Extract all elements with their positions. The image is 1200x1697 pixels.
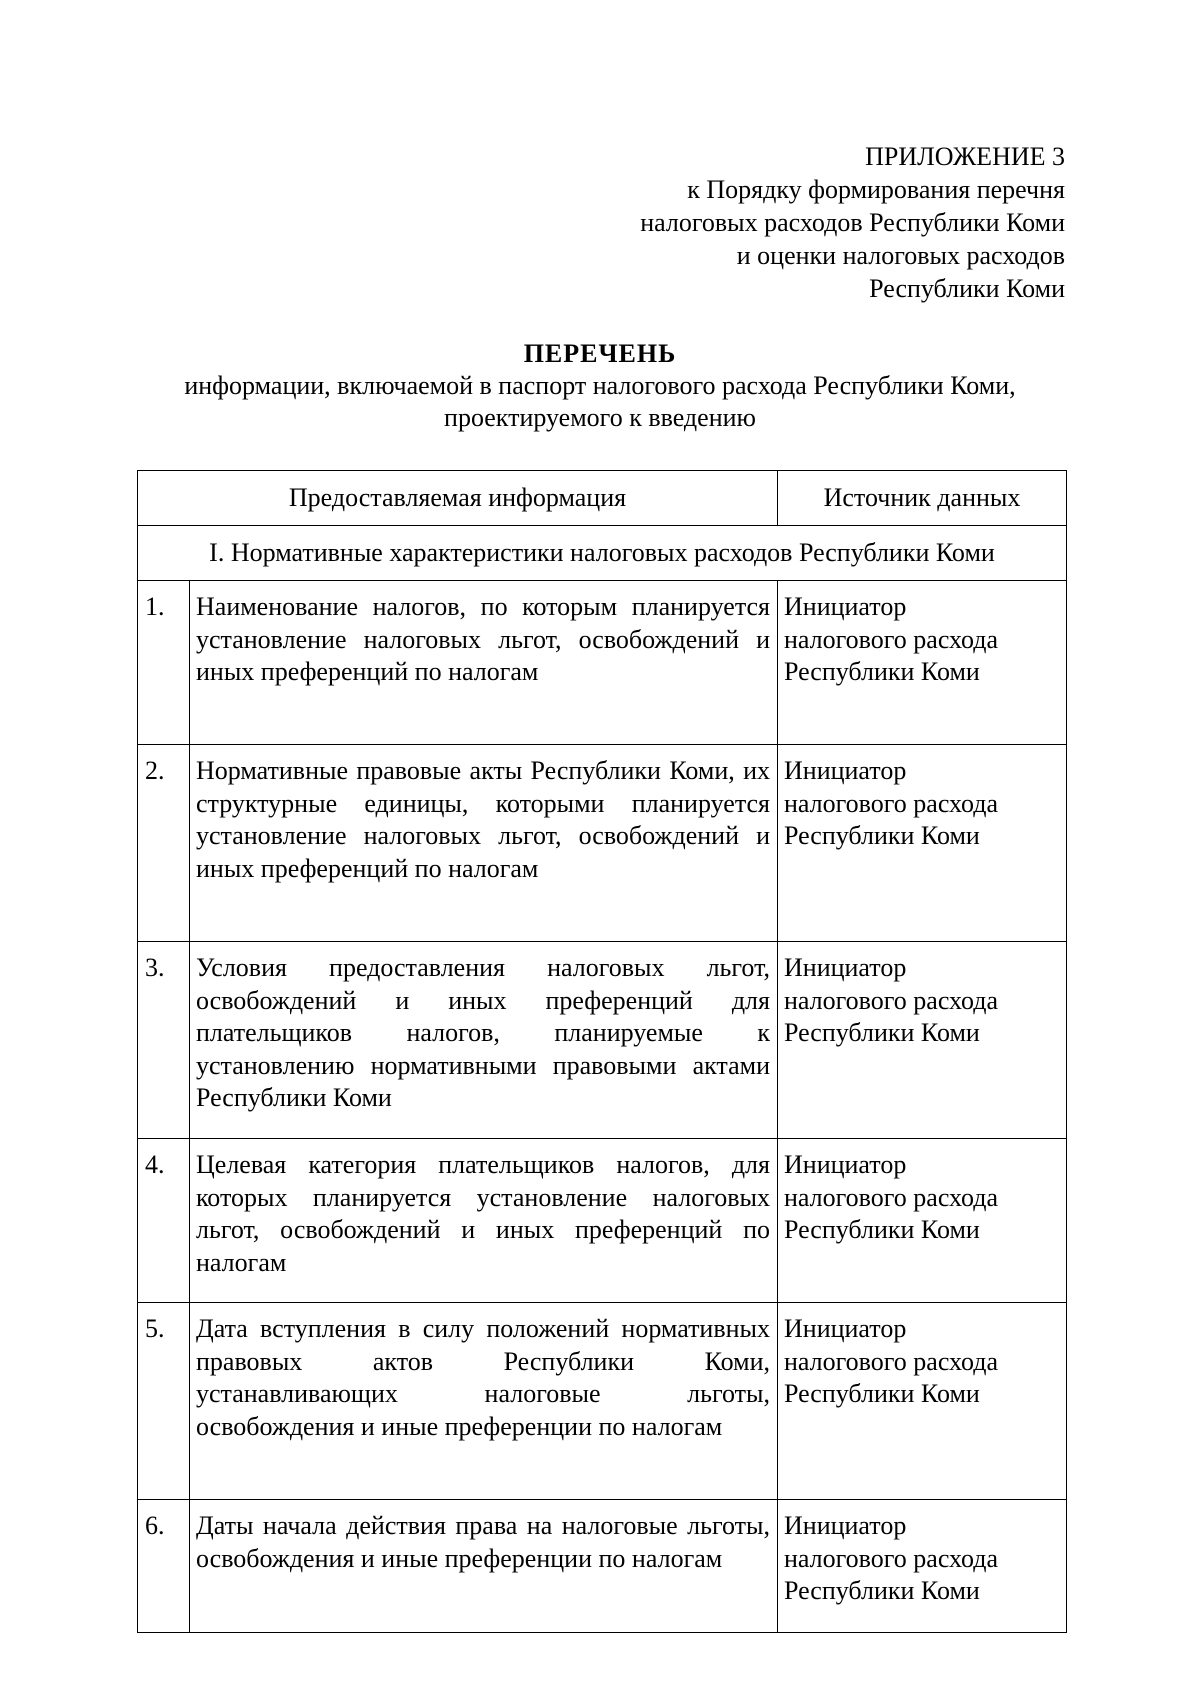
- source-line: налогового расхода: [784, 1543, 999, 1573]
- row-number: 5.: [138, 1303, 190, 1500]
- appendix-line: налоговых расходов Республики Коми: [640, 208, 1065, 237]
- row-number: 4.: [138, 1139, 190, 1303]
- section-title: I. Нормативные характеристики налоговых расходов Республики Коми: [138, 526, 1067, 581]
- document-title: [135, 338, 1065, 434]
- source-line: Инициатор: [784, 756, 907, 785]
- table-row: [138, 745, 1067, 942]
- title-subtitle: проектируемого к введению: [444, 403, 756, 432]
- source-line: Инициатор: [784, 953, 907, 982]
- source-line: налогового расхода: [784, 624, 999, 654]
- title-main: ПЕРЕЧЕНЬ: [523, 339, 677, 368]
- table-row: [138, 942, 1067, 1139]
- row-number: 1.: [138, 581, 190, 745]
- source-line: Инициатор: [784, 1150, 907, 1179]
- appendix-line: и оценки налоговых расходов: [736, 241, 1065, 270]
- source-line: налогового расхода: [784, 788, 999, 818]
- source-line: Инициатор: [784, 1314, 907, 1343]
- source-line: налогового расхода: [784, 1346, 999, 1376]
- table-row: [138, 1303, 1067, 1500]
- table-header-row: [138, 471, 1067, 526]
- row-description: Условия предоставления налоговых льгот, освобождений и иных преференций для плательщиков налогов, планируемые к установлению нормативными правовыми актами Республики Коми: [190, 942, 778, 1139]
- appendix-heading: [365, 140, 1065, 305]
- table-row: [138, 581, 1067, 745]
- source-line: Республики Коми: [784, 821, 980, 850]
- source-line: Инициатор: [784, 1511, 907, 1540]
- source-line: Республики Коми: [784, 657, 980, 686]
- appendix-title: ПРИЛОЖЕНИЕ 3: [865, 142, 1065, 171]
- row-source: [778, 1303, 1067, 1500]
- source-line: Республики Коми: [784, 1576, 980, 1605]
- section-row: [138, 526, 1067, 581]
- row-source: [778, 942, 1067, 1139]
- source-line: Республики Коми: [784, 1379, 980, 1408]
- source-line: налогового расхода: [784, 1182, 999, 1212]
- row-source: [778, 745, 1067, 942]
- appendix-line: Республики Коми: [869, 274, 1065, 303]
- row-description: Дата вступления в силу положений нормативных правовых актов Республики Коми, устанавливающих налоговые льготы, освобождения и иные преференции по налогам: [190, 1303, 778, 1500]
- row-source: [778, 581, 1067, 745]
- information-table: [137, 470, 1067, 1633]
- row-description: Даты начала действия права на налоговые льготы, освобождения и иные преференции по налогам: [190, 1500, 778, 1633]
- title-subtitle: информации, включаемой в паспорт налогового расхода Республики Коми,: [184, 371, 1016, 400]
- row-description: Нормативные правовые акты Республики Коми, их структурные единицы, которыми планируется установление налоговых льгот, освобождений и иных преференций по налогам: [190, 745, 778, 942]
- header-data-source: Источник данных: [778, 471, 1067, 526]
- row-number: 6.: [138, 1500, 190, 1633]
- row-description: Наименование налогов, по которым планируется установление налоговых льгот, освобождений и иных преференций по налогам: [190, 581, 778, 745]
- row-description: Целевая категория плательщиков налогов, для которых планируется установление налоговых льгот, освобождений и иных преференций по налогам: [190, 1139, 778, 1303]
- appendix-line: к Порядку формирования перечня: [687, 175, 1065, 204]
- header-information: Предоставляемая информация: [138, 471, 778, 526]
- table-row: [138, 1500, 1067, 1633]
- source-line: Республики Коми: [784, 1018, 980, 1047]
- source-line: Республики Коми: [784, 1215, 980, 1244]
- source-line: налогового расхода: [784, 985, 999, 1015]
- row-source: [778, 1500, 1067, 1633]
- table-row: [138, 1139, 1067, 1303]
- row-number: 3.: [138, 942, 190, 1139]
- source-line: Инициатор: [784, 592, 907, 621]
- row-source: [778, 1139, 1067, 1303]
- row-number: 2.: [138, 745, 190, 942]
